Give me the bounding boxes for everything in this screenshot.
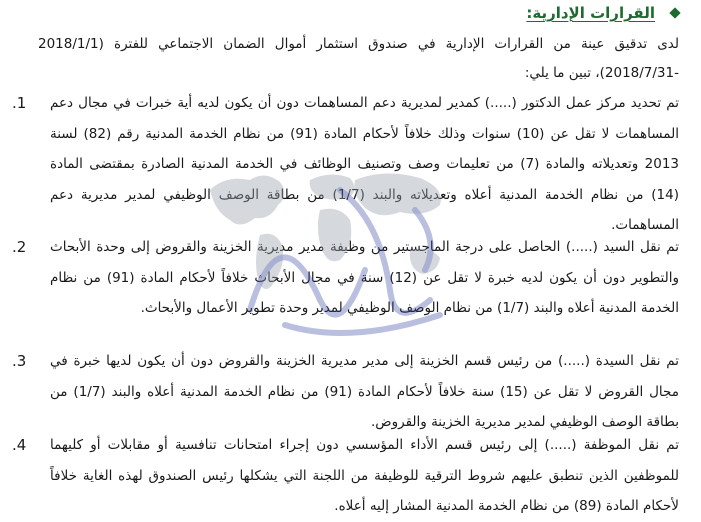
list-item-number: .3 <box>12 352 27 370</box>
list-item-text: تم نقل الموظفة (.....) إلى رئيس قسم الأداء المؤسسي دون إجراء امتحانات تنافسية أو مقابلات أو كليهما للموظفين الذين تنطبق عليهم شروط الترقية للوظيفة من اللجنة التي يشكلها رئيس الصندوق لهذه الغاية خلافاً لأحكام المادة (89) من نظام الخدمة المدنية المشار إليه أعلاه. <box>50 437 679 514</box>
list-item-text: تم نقل السيد (.....) الحاصل على درجة الماجستير من وظيفة مدير مديرية الخزينة والقروض إلى وحدة الأبحاث والتطوير دون أن يكون لديه خبرة لا تقل عن (12) سنة في مجال الأبحاث خلافاً لأحكام المادة (91) من نظام الخدمة المدنية أعلاه والبند (1/7) من نظام الوصف الوظيفي لمدير وحدة تطوير الأعمال والأبحاث. <box>50 239 680 316</box>
diamond-bullet-icon <box>669 7 680 18</box>
list-item-number: .2 <box>12 238 27 256</box>
list-item-number: .1 <box>12 94 27 112</box>
list-item-text: تم تحديد مركز عمل الدكتور (.....) كمدير لمديرية دعم المساهمات دون أن يكون لديه أية خبرات في مجال دعم المساهمات لا تقل عن (10) سنوات وذلك خلافاً لأحكام المادة (91) من نظام الخدمة المدنية رقم (82) لسنة 2013 وتعديلاته والمادة (7) من تعليمات وصف وتصنيف الوظائف في الخدمة المدنية الصادرة بمقتضى المادة (14) من نظام الخدمة المدنية أعلاه وتعديلاته والبند (1/7) من بطاقة الوصف الوظيفي لمدير مديرية دعم المساهمات. <box>50 95 679 233</box>
list-item <box>12 346 679 438</box>
list-item <box>12 88 679 241</box>
list-item <box>12 430 679 522</box>
section-title: القرارات الإدارية: <box>526 4 655 22</box>
list-item-text: تم نقل السيدة (.....) من رئيس قسم الخزينة إلى مدير مديرية الخزينة والقروض دون أن يكون لديها خبرة في مجال القروض لا تقل عن (15) سنة خلافاً لأحكام المادة (91) من نظام الخدمة المدنية أعلاه والبند (1/7) من بطاقة الوصف الوظيفي لمدير مديرية الخزينة والقروض. <box>50 353 679 430</box>
list-item-number: .4 <box>12 436 27 454</box>
intro-paragraph: لدى تدقيق عينة من القرارات الإدارية في صندوق استثمار أموال الضمان الاجتماعي للفترة (2018/1/1 -2018/7/31)، تبين ما يلي: <box>38 36 679 81</box>
list-item <box>12 232 679 324</box>
section-heading <box>526 4 679 22</box>
